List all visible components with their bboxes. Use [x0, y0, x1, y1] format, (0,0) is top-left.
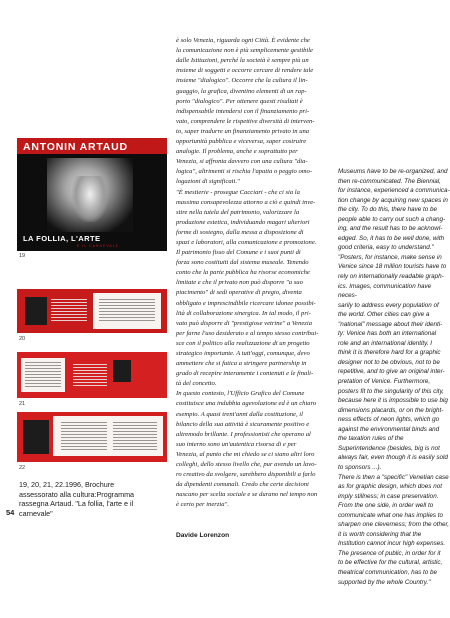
- english-text-column: Museums have to be re-organized, and then re-communicated. The Biennial, for instance, experienced a communica- tion change by acquiring new spaces in the city. To do this, there have to be people able to carry out such a chang- ing, and the result has to be acknowl- edged. So, it has to be well done, with good criteria, easy to understand." "Posters, for instance, make sense in Venice since 18 million tourists have to rely on internationally readable graph- ics. Images, communication have neces- sarily to address every population of the world. Other cities can give a "national" message about their identi- ty: Venice has both an international role and an international identity. I think it is therefore hard for a graphic designer not to be obvious, not to be repetitive, and to give an original inter- pretation of Venice. Furthermore, posters fit to the singularity of this city, because here it is impossible to use big dimensions placards, or on the bright- ness effects of neon lights, which go against the environmental binds and the taxation rules of the Superintendence (besides, big is not always fair, even though it is easily sold to sponsors ...). There is then a "specific" Venetian case as for graphic design, which does not imply stillness; in case preservation. From the one side, in order well to communicate what one has implies to sharpen one cleverness; from the other, it is worth considering that the Institution cannot incur high expenses. The presence of public, in order for it to be effective for the cultural, artistic, theatrical communication, has to be supported by the whole Country.": [338, 168, 450, 586]
- poster-subline: E IL CARNEVALE: [77, 244, 120, 248]
- italian-body-text: è solo Venezia, riguarda ogni Città. È evidente che la comunicazione non è più semplicemente gestibile dalle Istituzioni, perché la società è sempre più un insieme di soggetti e occorre cercare di rendere tale insieme "dialogico". Occorre che la cultura il lin- guaggio, la grafica, diventino elementi di un rap- porto "dialogico". Per ottenere questi risultati è indispensabile intendersi con il finanziamento pri- vato, comprendere le rispettive diversità di interven- to, saper tradurre un finanziamento privato in una opportunità pubblica e viceversa, saper costruire analogie. Il problema, anche e soprattutto per Venezia, si affronta davvero con una cultura "dia- logica", altrimenti si rischia l'apatia o peggio omo- logazioni di significati." "È mestierie - prosegue Cacciari - che ci sia la massima consapevolezza attorno a ciò e quindi inve- stire nella tutela del patrimonio, valorizzare la produzione estetica, individuando magari ulteriori forme di sostegno, dalla messa a disposizione di spazi e laboratori, alla comunicazione e promozione. Il patrimonio fisso del Comune e i suoi punti di forza sono costituiti dal sistema museale. Tenendo conto che la parte pubblica ha risorse economiche limitate e che il privato non può disporre "a suo piacimento" di sedi operative di pregio, diventa obbligato e imprescindibile ricercare idonee possibi- lità di collaborazione sinergica. In tal modo, il pri- vato può disporre di "prestigiose vetrine" a Venezia per farne l'uso desiderato e al tempo stesso contribui- sce con il politico alla realizzazione di un progetto strategico importante. A tutt'oggi, comunque, devo ammettere che si fatica a stringere partnership in grado di recepire interamente i contenuti e le finali- tà del concetto. In questo contesto, l'Ufficio Grafico del Comune costituisce una indubbia agevolazione ed è un chiaro esempio. A quasi trent'anni dalla costituzione, il bilancio della sua attività è sicuramente positivo e altremodo brillante. I professionisti che operano al suo interno sono un'autentica risorsa di e per Venezia, al punto che mi chiedo se ci siano altri loro colleghi, dello stesso livello che, pur avendo un lavo- ro creativo da svolgere, sarebbero disponibili a farlo da dipendenti comunali. Credo che certe decisioni nascano per scelta sociale e se durano nel tempo non è certo per inerzia".: [176, 37, 319, 509]
- brochure-image-20: [17, 289, 167, 333]
- author-signature: Davide Lorenzon: [176, 531, 230, 539]
- portrait-highlight: [72, 176, 108, 222]
- brochure-image-21: [17, 352, 167, 398]
- figure-number-20: 20: [19, 336, 26, 342]
- figure-number-19: 19: [19, 253, 26, 259]
- poster-tagline: LA FOLLIA, L'ARTE: [23, 234, 101, 243]
- italian-text-column: [176, 26, 326, 541]
- poster-title: ANTONIN ARTAUD: [23, 141, 128, 153]
- figure-number-22: 22: [19, 465, 26, 471]
- artaud-poster-image: [17, 138, 167, 251]
- brochure-image-22: [17, 412, 167, 462]
- page-number: 54: [6, 508, 15, 517]
- figure-number-21: 21: [19, 401, 26, 407]
- figure-caption: 19, 20, 21, 22.1996, Brochure assessorato alla cultura:Programma rassegna Artaud. "La follia, l'arte e il carnevale": [19, 480, 135, 518]
